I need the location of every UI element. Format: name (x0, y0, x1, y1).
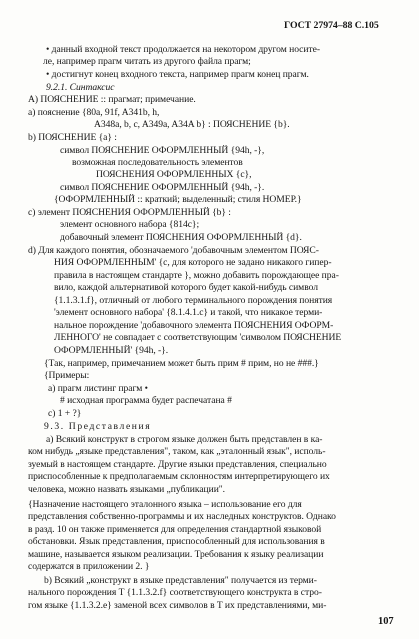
text-line: обстановки. Язык представления, приспособленный для использования в (28, 536, 325, 547)
text-line: c) элемент ПОЯСНЕНИЯ ОФОРМЛЕННЫЙ {b} : (28, 207, 231, 218)
text-line: {Примеры: (44, 370, 90, 381)
text-line: НИЯ ОФОРМЛЕННЫМ' {c, для которого не задано никакого гипер- (54, 257, 332, 268)
text-line: b) Всякий „конструкт в языке представления" получается из терми- (44, 575, 317, 586)
text-line: a) Всякий конструкт в строгом языке должен быть представлен в ка- (46, 434, 323, 445)
text-line: ком нибудь „языке представления", таком, как „эталонный язык", исполь- (28, 446, 326, 457)
text-line: {Так, например, примечанием может быть прим # прим, но не ###.} (44, 358, 319, 369)
section-heading: 9.2.1. Синтаксис (46, 82, 115, 93)
text-line: c) 1 + ?} (48, 408, 82, 419)
text-line: символ ПОЯСНЕНИЕ ОФОРМЛЕННЫЙ {94h, -}. (60, 182, 265, 193)
text-line: a) пояснение {80a, 91f, A341b, h, (28, 107, 160, 118)
text-line: ЛЕННОГО' не совпадает с соответствующим 'символом ПОЯСНЕНИЕ (54, 332, 342, 343)
text-line: символ ПОЯСНЕНИЕ ОФОРМЛЕННЫЙ {94h, -}, (60, 145, 265, 156)
text-line: содержатся в приложении 2. } (28, 561, 150, 572)
text-line: • достигнут конец входного текста, например прагм конец прагм. (46, 69, 309, 80)
text-line: правила в настоящем стандарте }, можно добавить порождающее пра- (54, 270, 339, 281)
text-line: {Назначение настоящего эталонного языка – использование его для (28, 499, 302, 510)
text-line: добавочный элемент ПОЯСНЕНИЯ ОФОРМЛЕННЫЙ {d}. (60, 232, 302, 243)
text-line: вило, каждой альтернативой которого будет какой-нибудь символ (54, 282, 318, 293)
text-line: # исходная программа будет распечатана # (60, 395, 232, 406)
running-header: ГОСТ 27974–88 С.105 (284, 20, 379, 31)
text-line: a) прагм листинг прагм • (48, 383, 148, 394)
text-line: {ОФОРМЛЕННЫЙ :: краткий; выделенный; стиля НОМЕР.} (54, 194, 302, 205)
text-line: d) Для каждого понятия, обозначаемого 'добавочным элементом ПОЯС- (28, 245, 319, 256)
text-line: приспособленные к предполагаемым склонностям интерпретирующего их (28, 471, 330, 482)
text-line: в разд. 10 он также применяется для определения стандартной языковой (28, 524, 322, 535)
text-line: • данный входной текст продолжается на некотором другом носите- (46, 44, 320, 55)
text-line: 'элемент основного набора' {8.1.4.1.c} и такой, что никакое терми- (54, 307, 323, 318)
section-heading: 9.3. Представления (44, 421, 152, 432)
text-line: A) ПОЯСНЕНИЕ :: прагмат; примечание. (28, 94, 196, 105)
text-line: представления собственно-программы и их наследных конструктов. Однако (28, 511, 336, 522)
text-line: гом языке {1.1.3.2.e} заменой всех символов в T их представлениями, ми- (28, 600, 327, 611)
text-line: нального порождения T {1.1.3.2.f} соответствующего конструкта в стро- (28, 587, 322, 598)
text-line: элемент основного набора {814c}; (60, 219, 200, 230)
text-line: человека, можно назвать языками „публикации". (28, 484, 226, 495)
text-line: зуемый в настоящем стандарте. Другие языки представления, специально (28, 459, 327, 470)
text-line: возможная последовательность элементов (72, 157, 243, 168)
text-line: {1.1.3.1.f}, отличный от любого терминального порождения понятия (54, 295, 333, 306)
text-line: A348a, b, c, A349a, A34A b} : ПОЯСНЕНИЕ {b}. (94, 119, 290, 130)
text-line: b) ПОЯСНЕНИЕ {a} : (28, 132, 117, 143)
text-line: ле, например прагм читать из другого файла прагм; (43, 56, 251, 67)
text-line: машине, называется языком реализации. Требования к языку реализации (28, 549, 324, 560)
text-line: нальное порождение 'добавочного элемента ПОЯСНЕНИЯ ОФОРМ- (54, 320, 334, 331)
text-line: ОФОРМЛЕННЫЙ' {94h, -}. (54, 345, 169, 356)
text-line: ПОЯСНЕНИЯ ОФОРМЛЕННЫХ {c}, (96, 169, 252, 180)
page-number: 107 (378, 616, 394, 627)
